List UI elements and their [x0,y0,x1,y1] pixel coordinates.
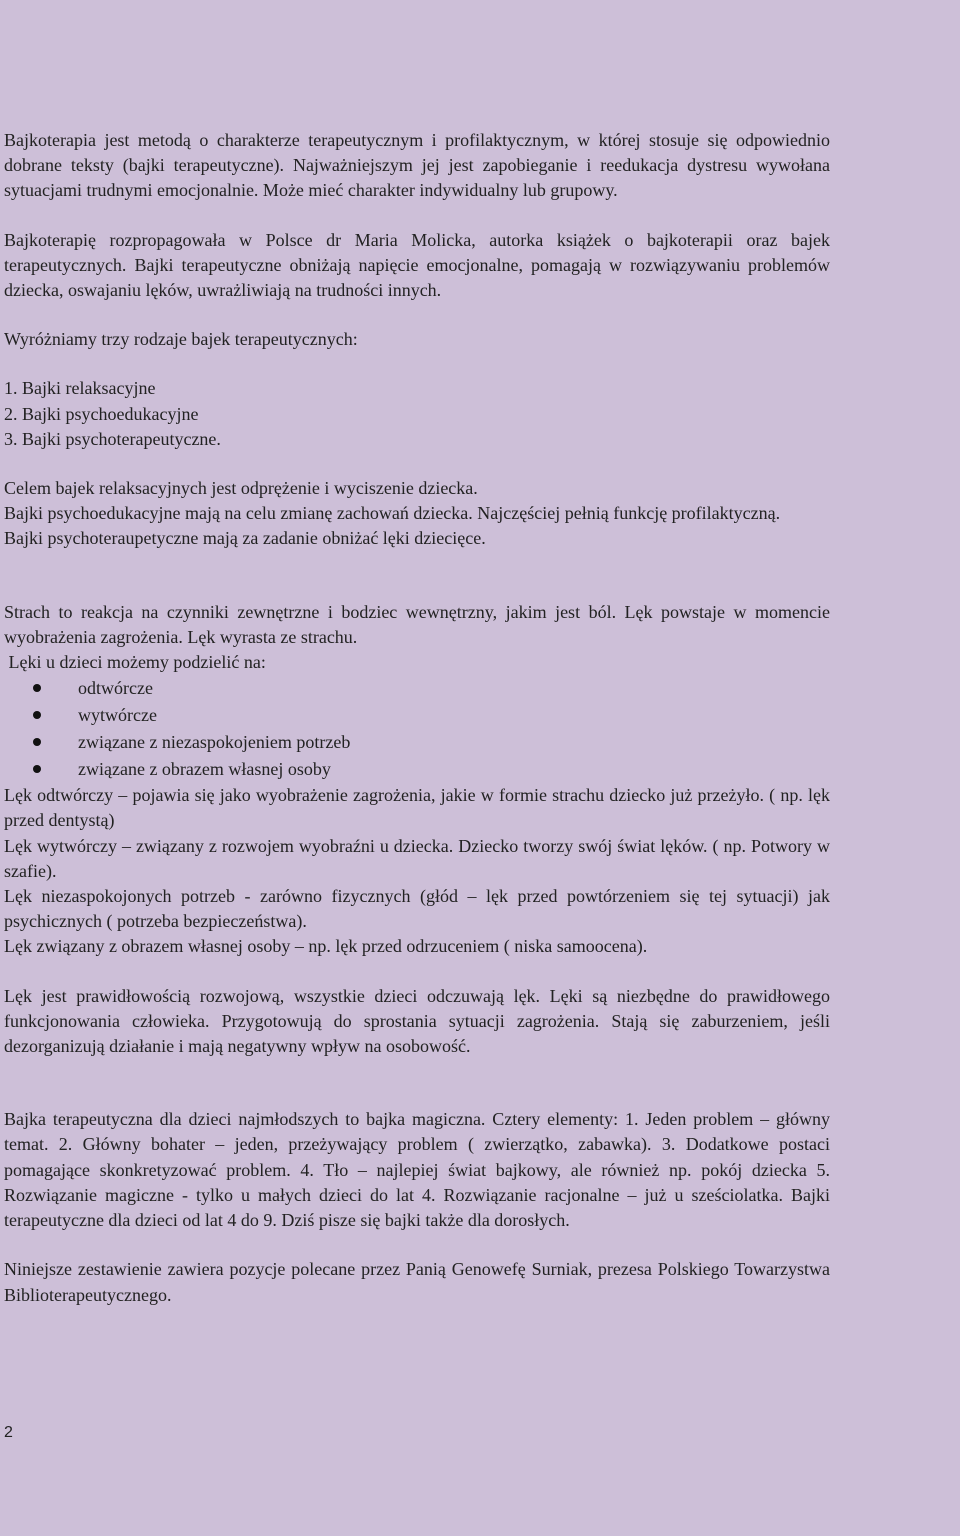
list-item: 3. Bajki psychoterapeutyczne. [4,428,221,449]
intro-paragraph-2: Bajkoterapię rozpropagowała w Polsce dr Maria Molicka, autorka książek o bajkoterapii oraz bajek terapeutycznych. Bajki terapeutyczne obniżają napięcie emocjonalne, pomagają w rozwiązywaniu problemów dziecka, oswajaniu lęków, uwrażliwiają na trudności innych. [4,229,830,301]
spacer [4,303,830,327]
list-item-label: odtwórcze [78,678,153,699]
list-item [4,729,830,756]
list-item: 2. Bajki psychoedukacyjne [4,403,199,424]
fear-types-list [4,675,830,783]
spacer [4,204,830,228]
list-item [4,756,830,783]
intro-paragraph-1: Bajkoterapia jest metodą o charakterze terapeutycznym i profilaktycznym, w której stosuje się odpowiednio dobrane teksty (bajki terapeutyczne). Najważniejszym jej jest zapobieganie i reedukacja dystresu wywołana sytuacjami trudnymi emocjonalnie. Może mieć charakter indywidualny lub grupowy. [4,130,830,201]
list-item-label: wytwórcze [78,705,157,726]
list-item [4,702,830,729]
spacer [4,552,830,600]
fear-definition: Strach to reakcja na czynniki zewnętrzne i bodziec wewnętrzny, jakim jest ból. Lęk powstaje w momencie wyobrażenia zagrożenia. Lęk wyrasta ze strachu. [4,601,830,647]
spacer [4,1233,830,1257]
goal-relaxation: Celem bajek relaksacyjnych jest odprężenie i wyciszenie dziecka. [4,478,478,499]
document-body [4,128,830,1308]
types-intro: Wyróżniamy trzy rodzaje bajek terapeutycznych: [4,329,358,350]
spacer [4,960,830,984]
fairytale-elements: Bajka terapeutyczna dla dzieci najmłodszych to bajka magiczna. Cztery elementy: 1. Jeden problem – główny temat. 2. Główny bohater – jeden, przeżywający problem ( zwierzątko, zabawka). 3. Dodatkowe postaci pomagające skonkretyzować problem. 4. Tło – najlepiej świat bajkowy, ale również np. pokój dziecka 5. Rozwiązanie magiczne - tylko u małych dzieci do lat 4. Rozwiązanie racjonalne – już u sześciolatka. Bajki terapeutyczne dla dzieci od lat 4 do 9. Dziś pisze się bajki także dla dorosłych. [4,1109,830,1231]
bullet-icon [33,684,41,692]
fear-types-intro: Lęki u dzieci możemy podzielić na: [4,652,266,673]
bullet-icon [33,765,41,773]
fear-reproductive: Lęk odtwórczy – pojawia się jako wyobrażenie zagrożenia, jakie w formie strachu dziecko już przeżyło. ( np. lęk przed dentystą) [4,785,830,831]
list-item: 1. Bajki relaksacyjne [4,378,156,399]
fear-productive: Lęk wytwórczy – związany z rozwojem wyobraźni u dziecka. Dziecko tworzy swój świat lęków. ( np. Potwory w szafie). [4,835,830,881]
fear-development: Lęk jest prawidłowością rozwojową, wszystkie dzieci odczuwają lęk. Lęki są niezbędne do prawidłowego funkcjonowania człowieka. Przygotowują do sprostania sytuacji zagrożenia. Stają się zaburzeniem, jeśli dezorganizują działanie i mają negatywny wpływ na osobowość. [4,985,830,1057]
list-item [4,675,830,702]
bullet-icon [33,711,41,719]
list-item-label: związane z niezaspokojeniem potrzeb [78,732,351,753]
fear-unmet-needs: Lęk niezaspokojonych potrzeb - zarówno fizycznych (głód – lęk przed powtórzeniem się tej sytuacji) jak psychicznych ( potrzeba bezpieczeństwa). [4,886,830,932]
fairytale-types-list [4,376,830,452]
recommendations-note: Niniejsze zestawienie zawiera pozycje polecane przez Panią Genowefę Surniak, prezesa Polskiego Towarzystwa Biblioterapeutycznego. [4,1259,830,1305]
goal-psychoeducation: Bajki psychoedukacyjne mają na celu zmianę zachowań dziecka. Najczęściej pełnią funkcję profilaktyczną. [4,503,781,524]
spacer [4,352,830,376]
spacer [4,1059,830,1107]
goal-psychotherapy: Bajki psychoteraupetyczne mają za zadanie obniżać lęki dziecięce. [4,528,486,549]
list-item-label: związane z obrazem własnej osoby [78,759,331,780]
fear-self-image: Lęk związany z obrazem własnej osoby – np. lęk przed odrzuceniem ( niska samoocena). [4,936,648,957]
spacer [4,452,830,476]
bullet-icon [33,738,41,746]
page-number: 2 [4,1424,13,1441]
